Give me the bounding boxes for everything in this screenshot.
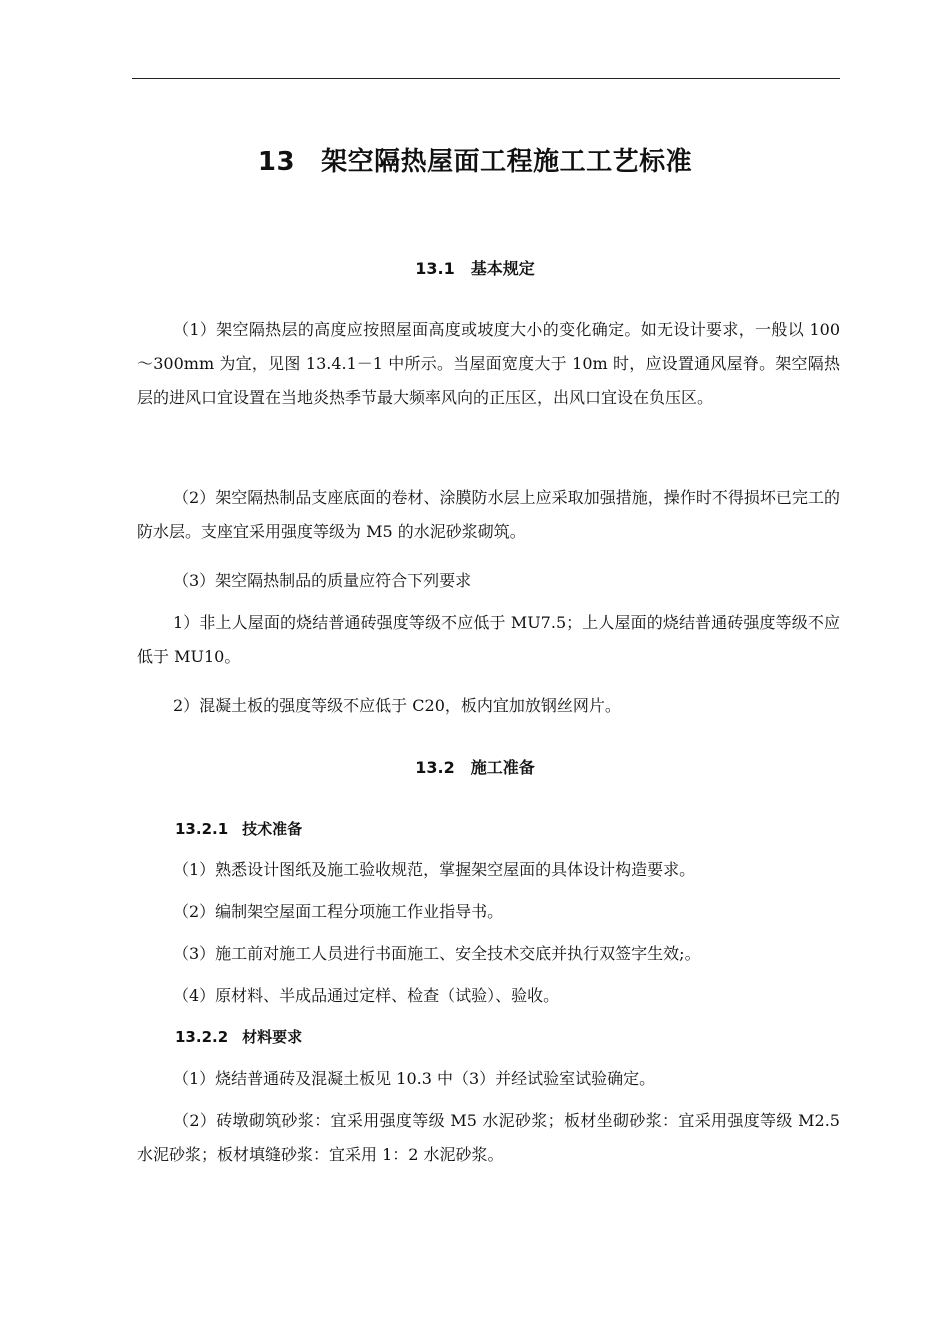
paragraph-13-2-1-1: （1）熟悉设计图纸及施工验收规范，掌握架空屋面的具体设计构造要求。 xyxy=(173,860,696,879)
paragraph-13-2-1-3: （3）施工前对施工人员进行书面施工、安全技术交底并执行双签字生效;。 xyxy=(173,944,701,963)
paragraph-13-2-2-1: （1）烧结普通砖及混凝土板见 10.3 中（3）并经试验室试验确定。 xyxy=(173,1069,656,1088)
subsection-number: 13.2.1 xyxy=(175,820,229,838)
paragraph-13-1-3: （3）架空隔热制品的质量应符合下列要求 xyxy=(173,571,472,590)
header-rule xyxy=(132,78,840,79)
paragraph-13-2-2-2: （2）砖墩砌筑砂浆：宜采用强度等级 M5 水泥砂浆；板材坐砌砂浆：宜采用强度等级 M2.5 水泥砂浆；板材填缝砂浆：宜采用 1：2 水泥砂浆。 xyxy=(137,1111,840,1164)
section-number: 13.1 xyxy=(415,259,455,278)
section-title-text: 施工准备 xyxy=(470,758,535,777)
subsection-title-13-2-1 xyxy=(175,817,302,841)
chapter-title-text: 架空隔热屋面工程施工工艺标准 xyxy=(321,147,693,177)
paragraph-13-1-5: 2）混凝土板的强度等级不应低于 C20，板内宜加放钢丝网片。 xyxy=(173,696,621,715)
subsection-number: 13.2.2 xyxy=(175,1028,229,1046)
paragraph-13-1-1: （1）架空隔热层的高度应按照屋面高度或坡度大小的变化确定。如无设计要求，一般以 100～300mm 为宜，见图 13.4.1－1 中所示。当屋面宽度大于 10m 时，应设置通风屋脊。架空隔热层的进风口宜设置在当地炎热季节最大频率风向的正压区，出风口宜设在负压区。 xyxy=(137,320,840,407)
subsection-title-13-2-2 xyxy=(175,1025,302,1049)
chapter-number: 13 xyxy=(257,147,296,177)
section-number: 13.2 xyxy=(415,758,455,777)
section-title-13-1 xyxy=(0,257,950,281)
section-title-text: 基本规定 xyxy=(470,259,535,278)
paragraph-13-2-1-4: （4）原材料、半成品通过定样、检查（试验）、验收。 xyxy=(173,986,560,1005)
subsection-title-text: 技术准备 xyxy=(242,820,303,838)
chapter-title xyxy=(0,140,950,184)
paragraph-13-2-1-2: （2）编制架空屋面工程分项施工作业指导书。 xyxy=(173,902,504,921)
subsection-title-text: 材料要求 xyxy=(242,1028,303,1046)
paragraph-13-1-4: 1）非上人屋面的烧结普通砖强度等级不应低于 MU7.5；上人屋面的烧结普通砖强度等级不应低于 MU10。 xyxy=(137,613,840,666)
section-title-13-2 xyxy=(0,756,950,780)
paragraph-13-1-2: （2）架空隔热制品支座底面的卷材、涂膜防水层上应采取加强措施，操作时不得损坏已完工的防水层。支座宜采用强度等级为 M5 的水泥砂浆砌筑。 xyxy=(137,488,840,541)
